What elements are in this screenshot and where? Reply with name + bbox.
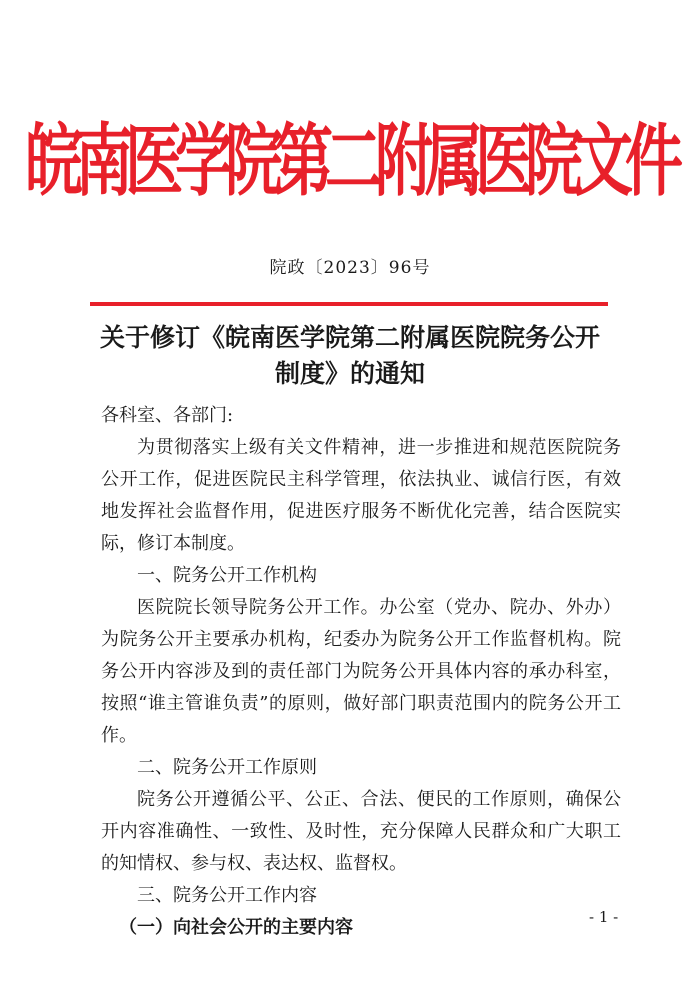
section-2-paragraph: 院务公开遵循公平、公正、合法、便民的工作原则，确保公开内容准确性、一致性、及时性，充分保障人民群众和广大职工的知情权、参与权、表达权、监督权。 <box>101 789 621 874</box>
notice-title-line-2: 制度》的通知 <box>274 359 425 388</box>
notice-title <box>0 320 700 392</box>
red-divider-line <box>90 302 608 306</box>
section-1-heading: 一、院务公开工作机构 <box>137 565 317 586</box>
section-2-heading: 二、院务公开工作原则 <box>137 757 317 778</box>
section-3-subheading-1: （一）向社会公开的主要内容 <box>119 917 353 938</box>
page-number: - 1 - <box>589 908 619 926</box>
notice-title-line-1: 关于修订《皖南医学院第二附属医院院务公开 <box>99 323 600 352</box>
red-header-title: 皖南医学院第二附属医院文件 <box>24 115 675 208</box>
section-1-paragraph: 医院院长领导院务公开工作。办公室（党办、院办、外办）为院务公开主要承办机构，纪委办为院务公开工作监督机构。院务公开内容涉及到的责任部门为院务公开具体内容的承办科室，按照“谁主管谁负责”的原则，做好部门职责范围内的院务公开工作。 <box>101 597 621 746</box>
document-body <box>101 400 621 944</box>
salutation: 各科室、各部门: <box>101 405 234 426</box>
section-3-heading: 三、院务公开工作内容 <box>137 885 317 906</box>
intro-paragraph: 为贯彻落实上级有关文件精神，进一步推进和规范医院院务公开工作，促进医院民主科学管理，依法执业、诚信行医，有效地发挥社会监督作用，促进医疗服务不断优化完善，结合医院实际，修订本制度。 <box>101 437 621 554</box>
document-number: 院政〔2023〕96号 <box>269 258 431 278</box>
